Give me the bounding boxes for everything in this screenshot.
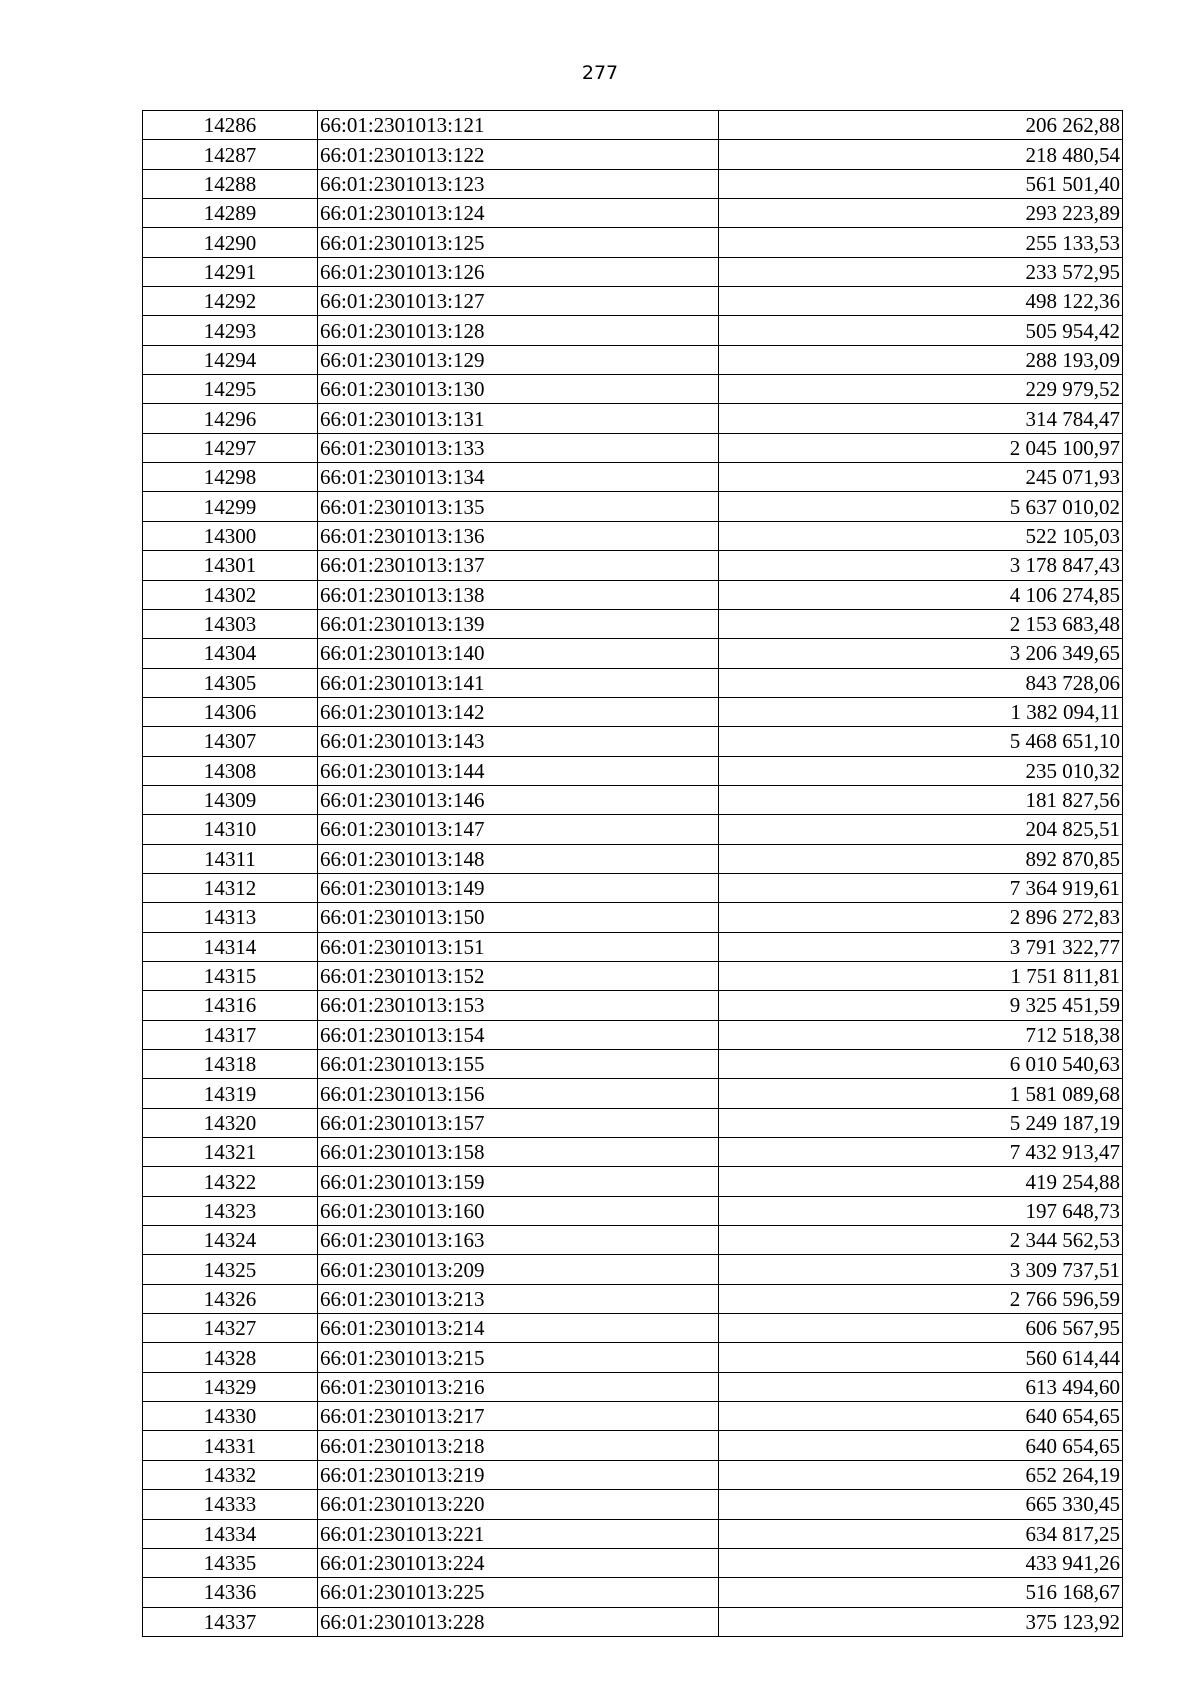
cadastral-value-cell: 6 010 540,63 (719, 1050, 1123, 1079)
row-number-cell: 14315 (143, 961, 318, 990)
cadastral-number-cell: 66:01:2301013:147 (318, 815, 719, 844)
row-number-cell: 14310 (143, 815, 318, 844)
row-number-cell: 14301 (143, 551, 318, 580)
row-number-cell: 14313 (143, 903, 318, 932)
cadastral-value-cell: 255 133,53 (719, 228, 1123, 257)
table-row (143, 1402, 1123, 1431)
cadastral-number-cell: 66:01:2301013:149 (318, 873, 719, 902)
table-row (143, 1431, 1123, 1460)
row-number-cell: 14291 (143, 257, 318, 286)
row-number-cell: 14299 (143, 492, 318, 521)
table-row (143, 697, 1123, 726)
row-number-cell: 14325 (143, 1255, 318, 1284)
row-number-cell: 14286 (143, 111, 318, 140)
table-row (143, 1460, 1123, 1489)
cadastral-value-cell: 7 432 913,47 (719, 1138, 1123, 1167)
cadastral-value-cell: 235 010,32 (719, 756, 1123, 785)
cadastral-value-cell: 516 168,67 (719, 1578, 1123, 1607)
cadastral-number-cell: 66:01:2301013:155 (318, 1050, 719, 1079)
cadastral-value-cell: 314 784,47 (719, 404, 1123, 433)
cadastral-value-cell: 9 325 451,59 (719, 991, 1123, 1020)
cadastral-number-cell: 66:01:2301013:129 (318, 345, 719, 374)
table-row (143, 1226, 1123, 1255)
table-row (143, 609, 1123, 638)
table-row (143, 961, 1123, 990)
row-number-cell: 14292 (143, 287, 318, 316)
table-row (143, 991, 1123, 1020)
cadastral-number-cell: 66:01:2301013:122 (318, 140, 719, 169)
table-row (143, 463, 1123, 492)
cadastral-value-cell: 2 766 596,59 (719, 1284, 1123, 1313)
cadastral-value-cell: 433 941,26 (719, 1548, 1123, 1577)
cadastral-number-cell: 66:01:2301013:146 (318, 785, 719, 814)
cadastral-number-cell: 66:01:2301013:135 (318, 492, 719, 521)
cadastral-value-cell: 2 896 272,83 (719, 903, 1123, 932)
cadastral-number-cell: 66:01:2301013:124 (318, 199, 719, 228)
row-number-cell: 14308 (143, 756, 318, 785)
cadastral-number-cell: 66:01:2301013:150 (318, 903, 719, 932)
cadastral-number-cell: 66:01:2301013:219 (318, 1460, 719, 1489)
row-number-cell: 14293 (143, 316, 318, 345)
table-row (143, 1314, 1123, 1343)
cadastral-value-cell: 498 122,36 (719, 287, 1123, 316)
table-row (143, 1343, 1123, 1372)
cadastral-number-cell: 66:01:2301013:160 (318, 1196, 719, 1225)
table-row (143, 1607, 1123, 1636)
cadastral-number-cell: 66:01:2301013:140 (318, 639, 719, 668)
row-number-cell: 14288 (143, 169, 318, 198)
row-number-cell: 14323 (143, 1196, 318, 1225)
table-row (143, 844, 1123, 873)
table-row (143, 1079, 1123, 1108)
cadastral-value-cell: 204 825,51 (719, 815, 1123, 844)
cadastral-number-cell: 66:01:2301013:213 (318, 1284, 719, 1313)
cadastral-value-cell: 560 614,44 (719, 1343, 1123, 1372)
cadastral-number-cell: 66:01:2301013:142 (318, 697, 719, 726)
row-number-cell: 14335 (143, 1548, 318, 1577)
row-number-cell: 14314 (143, 932, 318, 961)
table-row (143, 287, 1123, 316)
cadastral-number-cell: 66:01:2301013:218 (318, 1431, 719, 1460)
cadastral-number-cell: 66:01:2301013:163 (318, 1226, 719, 1255)
table-row (143, 580, 1123, 609)
table-row (143, 433, 1123, 462)
row-number-cell: 14300 (143, 521, 318, 550)
table-row (143, 639, 1123, 668)
cadastral-number-cell: 66:01:2301013:224 (318, 1548, 719, 1577)
row-number-cell: 14305 (143, 668, 318, 697)
cadastral-number-cell: 66:01:2301013:157 (318, 1108, 719, 1137)
row-number-cell: 14319 (143, 1079, 318, 1108)
cadastral-number-cell: 66:01:2301013:220 (318, 1490, 719, 1519)
cadastral-number-cell: 66:01:2301013:133 (318, 433, 719, 462)
table-row (143, 1578, 1123, 1607)
row-number-cell: 14316 (143, 991, 318, 1020)
row-number-cell: 14297 (143, 433, 318, 462)
cadastral-number-cell: 66:01:2301013:125 (318, 228, 719, 257)
row-number-cell: 14336 (143, 1578, 318, 1607)
cadastral-value-cell: 665 330,45 (719, 1490, 1123, 1519)
row-number-cell: 14334 (143, 1519, 318, 1548)
cadastral-value-cell: 5 637 010,02 (719, 492, 1123, 521)
cadastral-number-cell: 66:01:2301013:148 (318, 844, 719, 873)
cadastral-value-cell: 606 567,95 (719, 1314, 1123, 1343)
table-row (143, 903, 1123, 932)
cadastral-number-cell: 66:01:2301013:153 (318, 991, 719, 1020)
cadastral-number-cell: 66:01:2301013:134 (318, 463, 719, 492)
cadastral-number-cell: 66:01:2301013:130 (318, 375, 719, 404)
table-row (143, 1196, 1123, 1225)
table-body (143, 111, 1123, 1637)
table-row (143, 1108, 1123, 1137)
table-row (143, 345, 1123, 374)
row-number-cell: 14311 (143, 844, 318, 873)
table-row (143, 727, 1123, 756)
cadastral-value-cell: 206 262,88 (719, 111, 1123, 140)
cadastral-value-cell: 245 071,93 (719, 463, 1123, 492)
cadastral-value-cell: 5 468 651,10 (719, 727, 1123, 756)
row-number-cell: 14312 (143, 873, 318, 902)
row-number-cell: 14337 (143, 1607, 318, 1636)
table-row (143, 1519, 1123, 1548)
row-number-cell: 14330 (143, 1402, 318, 1431)
row-number-cell: 14320 (143, 1108, 318, 1137)
table-row (143, 815, 1123, 844)
table-row (143, 111, 1123, 140)
table-row (143, 1255, 1123, 1284)
cadastral-value-cell: 522 105,03 (719, 521, 1123, 550)
row-number-cell: 14294 (143, 345, 318, 374)
cadastral-value-cell: 843 728,06 (719, 668, 1123, 697)
cadastral-value-cell: 5 249 187,19 (719, 1108, 1123, 1137)
cadastral-number-cell: 66:01:2301013:139 (318, 609, 719, 638)
cadastral-number-cell: 66:01:2301013:126 (318, 257, 719, 286)
row-number-cell: 14306 (143, 697, 318, 726)
cadastral-value-cell: 640 654,65 (719, 1402, 1123, 1431)
table-row (143, 140, 1123, 169)
cadastral-value-cell: 2 344 562,53 (719, 1226, 1123, 1255)
cadastral-value-cell: 505 954,42 (719, 316, 1123, 345)
row-number-cell: 14317 (143, 1020, 318, 1049)
cadastral-value-cell: 1 382 094,11 (719, 697, 1123, 726)
cadastral-number-cell: 66:01:2301013:156 (318, 1079, 719, 1108)
row-number-cell: 14287 (143, 140, 318, 169)
cadastral-value-cell: 712 518,38 (719, 1020, 1123, 1049)
table-row (143, 1138, 1123, 1167)
cadastral-value-cell: 3 178 847,43 (719, 551, 1123, 580)
table-row (143, 873, 1123, 902)
table-row (143, 1050, 1123, 1079)
table-row (143, 1284, 1123, 1313)
table-row (143, 932, 1123, 961)
cadastral-value-cell: 7 364 919,61 (719, 873, 1123, 902)
table-row (143, 668, 1123, 697)
table-row (143, 316, 1123, 345)
cadastral-value-cell: 640 654,65 (719, 1431, 1123, 1460)
row-number-cell: 14327 (143, 1314, 318, 1343)
table-row (143, 551, 1123, 580)
row-number-cell: 14290 (143, 228, 318, 257)
table-row (143, 404, 1123, 433)
cadastral-number-cell: 66:01:2301013:209 (318, 1255, 719, 1284)
row-number-cell: 14303 (143, 609, 318, 638)
cadastral-number-cell: 66:01:2301013:136 (318, 521, 719, 550)
cadastral-number-cell: 66:01:2301013:228 (318, 1607, 719, 1636)
table-row (143, 228, 1123, 257)
row-number-cell: 14296 (143, 404, 318, 433)
cadastral-value-table (142, 110, 1123, 1637)
cadastral-number-cell: 66:01:2301013:144 (318, 756, 719, 785)
table-row (143, 1548, 1123, 1577)
cadastral-value-cell: 3 309 737,51 (719, 1255, 1123, 1284)
table-row (143, 492, 1123, 521)
cadastral-value-cell: 3 791 322,77 (719, 932, 1123, 961)
cadastral-number-cell: 66:01:2301013:217 (318, 1402, 719, 1431)
cadastral-number-cell: 66:01:2301013:225 (318, 1578, 719, 1607)
cadastral-value-cell: 229 979,52 (719, 375, 1123, 404)
cadastral-number-cell: 66:01:2301013:127 (318, 287, 719, 316)
cadastral-value-cell: 293 223,89 (719, 199, 1123, 228)
cadastral-number-cell: 66:01:2301013:158 (318, 1138, 719, 1167)
cadastral-value-cell: 233 572,95 (719, 257, 1123, 286)
table-row (143, 199, 1123, 228)
table-row (143, 1020, 1123, 1049)
row-number-cell: 14328 (143, 1343, 318, 1372)
cadastral-value-cell: 375 123,92 (719, 1607, 1123, 1636)
cadastral-value-cell: 419 254,88 (719, 1167, 1123, 1196)
cadastral-number-cell: 66:01:2301013:143 (318, 727, 719, 756)
row-number-cell: 14309 (143, 785, 318, 814)
cadastral-value-cell: 613 494,60 (719, 1372, 1123, 1401)
cadastral-number-cell: 66:01:2301013:159 (318, 1167, 719, 1196)
cadastral-number-cell: 66:01:2301013:154 (318, 1020, 719, 1049)
row-number-cell: 14298 (143, 463, 318, 492)
row-number-cell: 14331 (143, 1431, 318, 1460)
cadastral-value-cell: 3 206 349,65 (719, 639, 1123, 668)
cadastral-value-cell: 288 193,09 (719, 345, 1123, 374)
cadastral-value-cell: 892 870,85 (719, 844, 1123, 873)
row-number-cell: 14289 (143, 199, 318, 228)
cadastral-number-cell: 66:01:2301013:128 (318, 316, 719, 345)
cadastral-number-cell: 66:01:2301013:121 (318, 111, 719, 140)
row-number-cell: 14326 (143, 1284, 318, 1313)
table-row (143, 169, 1123, 198)
table-row (143, 375, 1123, 404)
cadastral-value-cell: 2 045 100,97 (719, 433, 1123, 462)
row-number-cell: 14318 (143, 1050, 318, 1079)
table-row (143, 1167, 1123, 1196)
cadastral-number-cell: 66:01:2301013:141 (318, 668, 719, 697)
table-row (143, 756, 1123, 785)
cadastral-number-cell: 66:01:2301013:221 (318, 1519, 719, 1548)
table-row (143, 785, 1123, 814)
table-row (143, 1372, 1123, 1401)
row-number-cell: 14324 (143, 1226, 318, 1255)
row-number-cell: 14329 (143, 1372, 318, 1401)
cadastral-value-cell: 634 817,25 (719, 1519, 1123, 1548)
cadastral-number-cell: 66:01:2301013:137 (318, 551, 719, 580)
cadastral-value-cell: 561 501,40 (719, 169, 1123, 198)
row-number-cell: 14333 (143, 1490, 318, 1519)
cadastral-value-cell: 181 827,56 (719, 785, 1123, 814)
table-row (143, 1490, 1123, 1519)
row-number-cell: 14307 (143, 727, 318, 756)
cadastral-value-cell: 1 751 811,81 (719, 961, 1123, 990)
cadastral-value-cell: 197 648,73 (719, 1196, 1123, 1225)
row-number-cell: 14302 (143, 580, 318, 609)
cadastral-number-cell: 66:01:2301013:214 (318, 1314, 719, 1343)
cadastral-number-cell: 66:01:2301013:152 (318, 961, 719, 990)
cadastral-value-cell: 218 480,54 (719, 140, 1123, 169)
cadastral-number-cell: 66:01:2301013:215 (318, 1343, 719, 1372)
row-number-cell: 14304 (143, 639, 318, 668)
cadastral-number-cell: 66:01:2301013:151 (318, 932, 719, 961)
row-number-cell: 14332 (143, 1460, 318, 1489)
cadastral-number-cell: 66:01:2301013:123 (318, 169, 719, 198)
row-number-cell: 14321 (143, 1138, 318, 1167)
cadastral-value-cell: 1 581 089,68 (719, 1079, 1123, 1108)
cadastral-value-cell: 2 153 683,48 (719, 609, 1123, 638)
cadastral-value-cell: 4 106 274,85 (719, 580, 1123, 609)
cadastral-number-cell: 66:01:2301013:131 (318, 404, 719, 433)
page-number: 277 (581, 62, 619, 84)
row-number-cell: 14322 (143, 1167, 318, 1196)
cadastral-value-cell: 652 264,19 (719, 1460, 1123, 1489)
row-number-cell: 14295 (143, 375, 318, 404)
table-row (143, 257, 1123, 286)
table-row (143, 521, 1123, 550)
cadastral-number-cell: 66:01:2301013:138 (318, 580, 719, 609)
cadastral-number-cell: 66:01:2301013:216 (318, 1372, 719, 1401)
